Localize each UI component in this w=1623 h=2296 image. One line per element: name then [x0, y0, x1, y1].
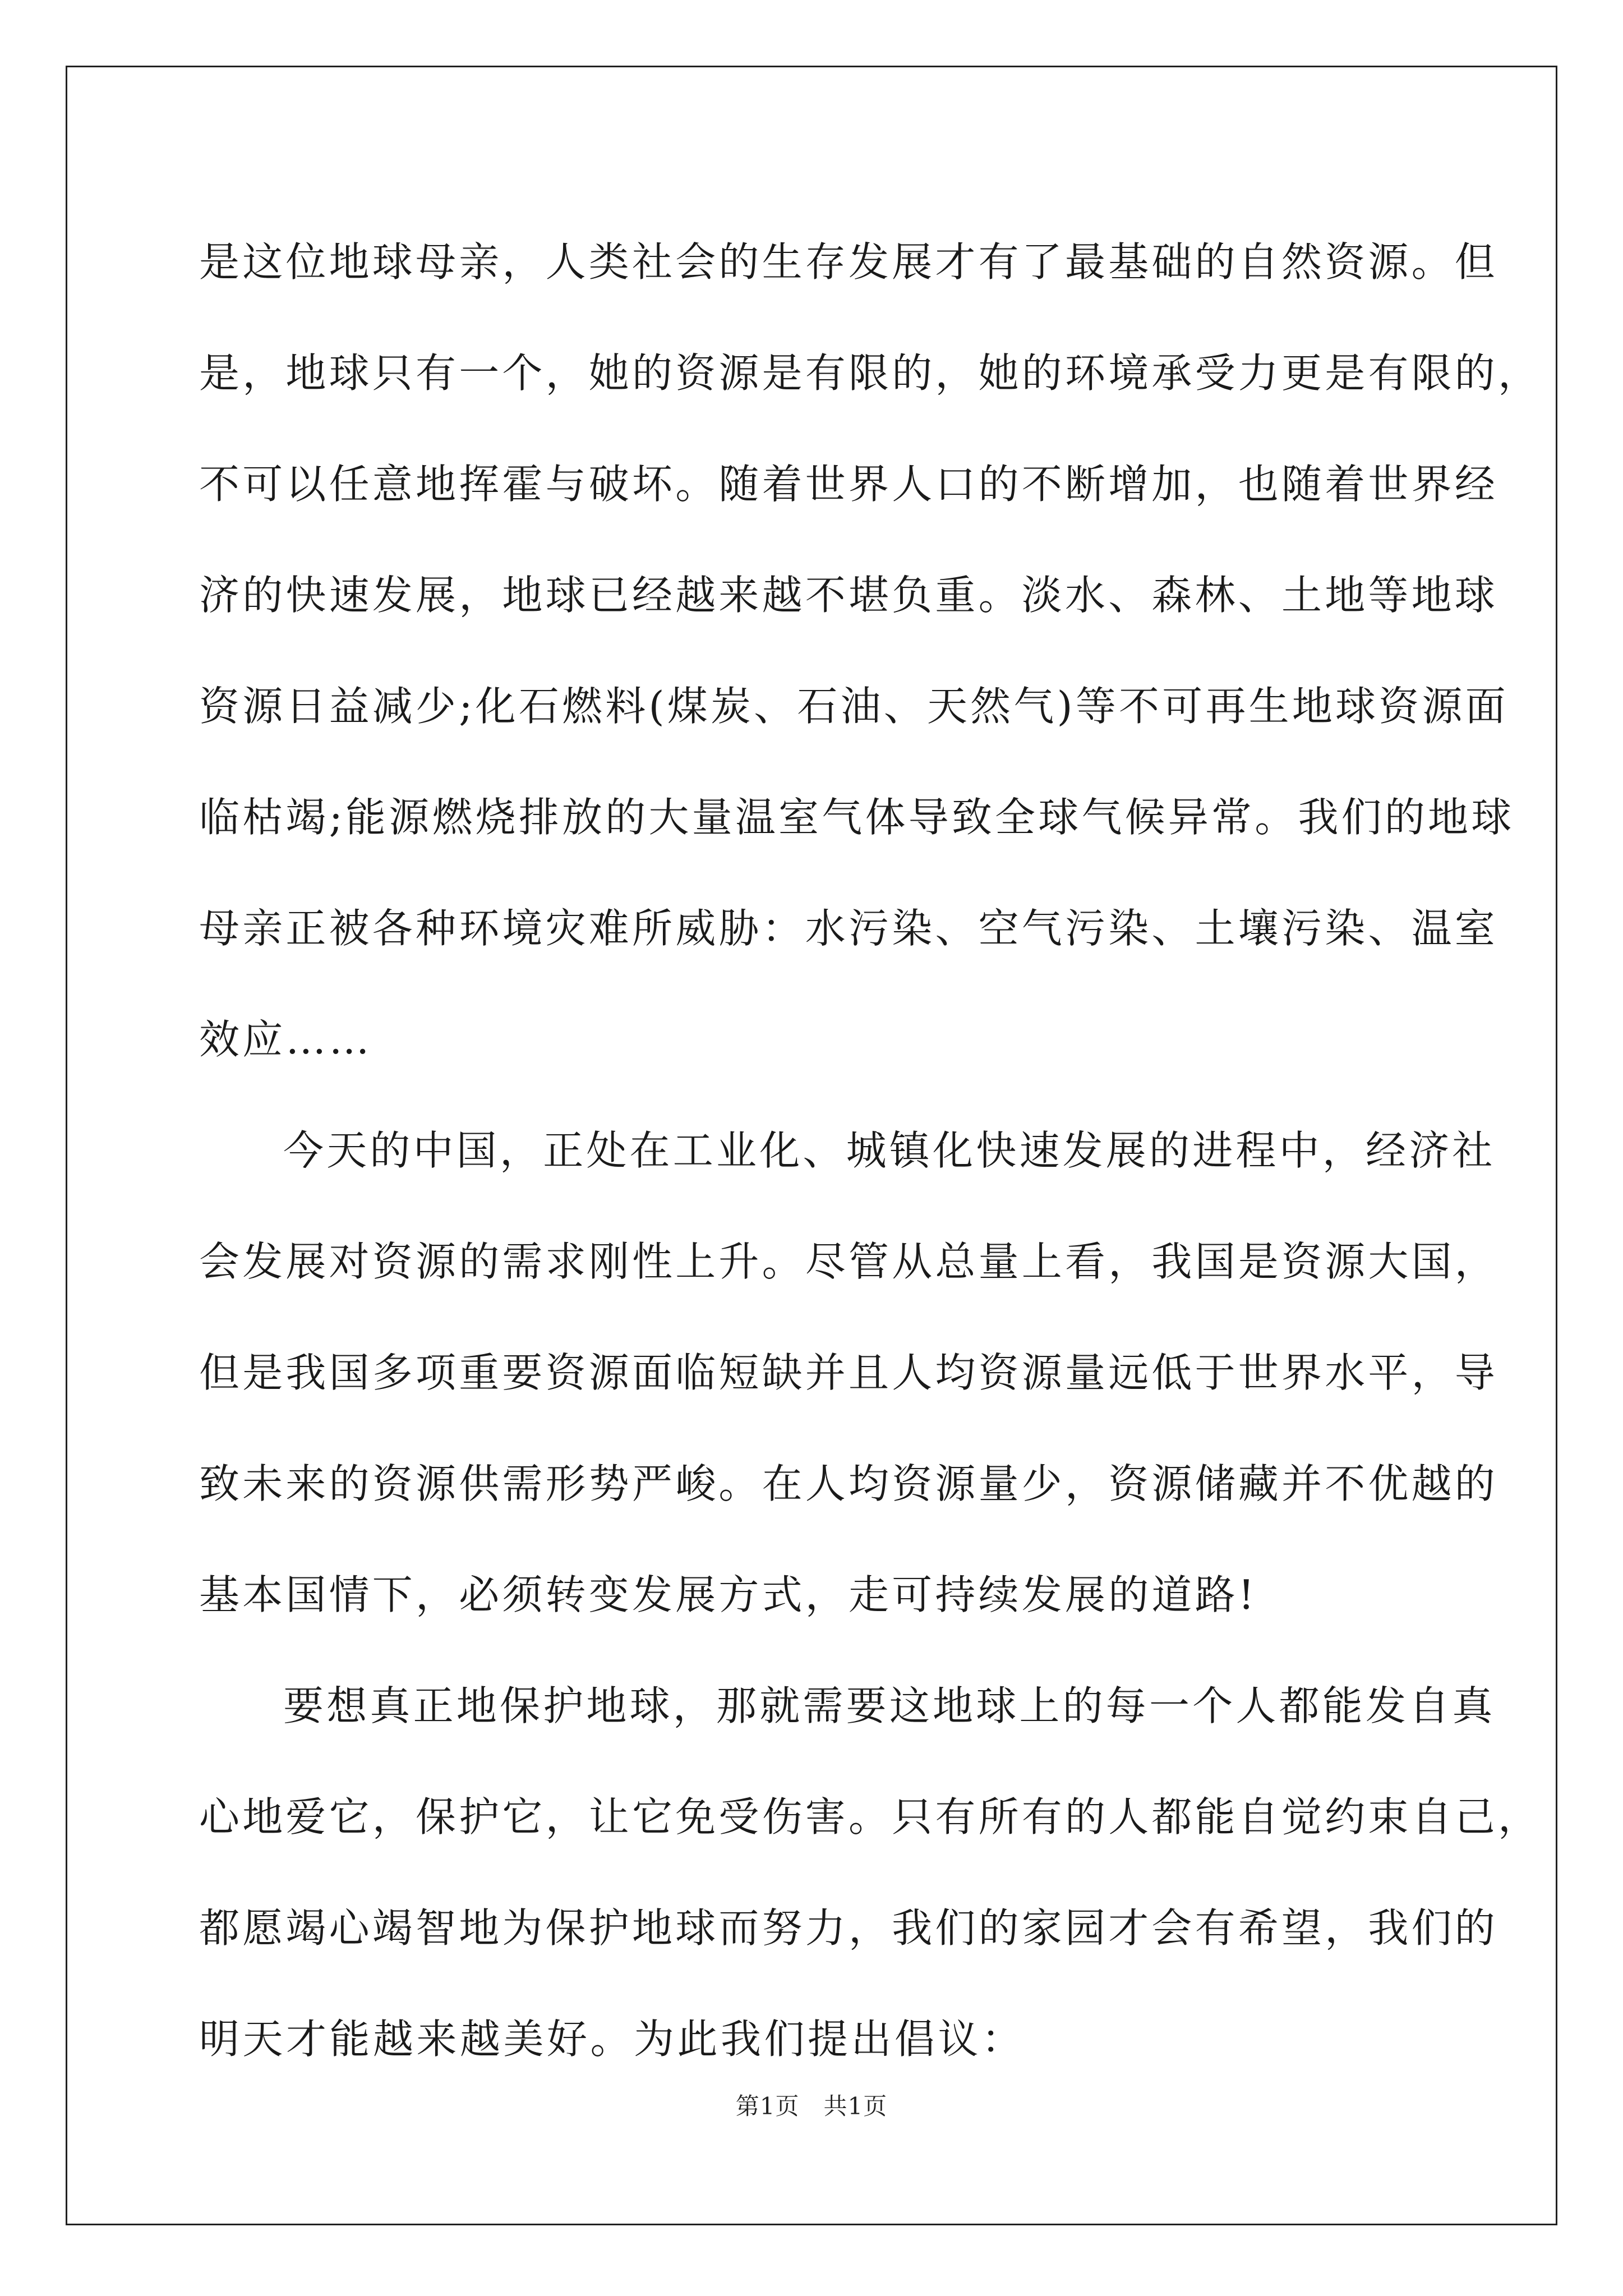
text-line: 明天才能越来越美好。为此我们提出倡议：	[199, 2016, 1025, 2063]
text-line: 不可以任意地挥霍与破坏。随着世界人口的不断增加，也随着世界经	[199, 461, 1498, 508]
text-line: 致未来的资源供需形势严峻。在人均资源量少，资源储藏并不优越的	[199, 1460, 1498, 1507]
text-line: 母亲正被各种环境灾难所威胁：水污染、空气污染、土壤污染、温室	[199, 905, 1498, 952]
text-line: 效应……	[199, 1016, 372, 1063]
text-line: 是，地球只有一个，她的资源是有限的，她的环境承受力更是有限的，	[199, 349, 1542, 397]
text-line: 但是我国多项重要资源面临短缺并且人均资源量远低于世界水平，导	[199, 1349, 1498, 1396]
page-number-footer: 第1页 共1页	[735, 2092, 888, 2120]
text-line: 心地爱它，保护它，让它免受伤害。只有所有的人都能自觉约束自己，	[199, 1793, 1542, 1841]
text-line: 济的快速发展，地球已经越来越不堪负重。淡水、森林、土地等地球	[199, 572, 1498, 619]
text-line: 都愿竭心竭智地为保护地球而努力，我们的家园才会有希望，我们的	[199, 1904, 1498, 1952]
paragraph-first-line: 今天的中国，正处在工业化、城镇化快速发展的进程中，经济社	[283, 1127, 1496, 1174]
text-line: 资源日益减少;化石燃料(煤炭、石油、天然气)等不可再生地球资源面	[199, 683, 1509, 730]
paragraph-first-line: 要想真正地保护地球，那就需要这地球上的每一个人都能发自真	[283, 1682, 1496, 1729]
text-line: 基本国情下，必须转变发展方式，走可持续发展的道路!	[199, 1571, 1257, 1618]
text-line: 是这位地球母亲，人类社会的生存发展才有了最基础的自然资源。但	[199, 238, 1498, 286]
document-body	[199, 206, 1542, 2095]
text-line: 临枯竭;能源燃烧排放的大量温室气体导致全球气候异常。我们的地球	[199, 794, 1515, 841]
text-line: 会发展对资源的需求刚性上升。尽管从总量上看，我国是资源大国，	[199, 1238, 1498, 1285]
